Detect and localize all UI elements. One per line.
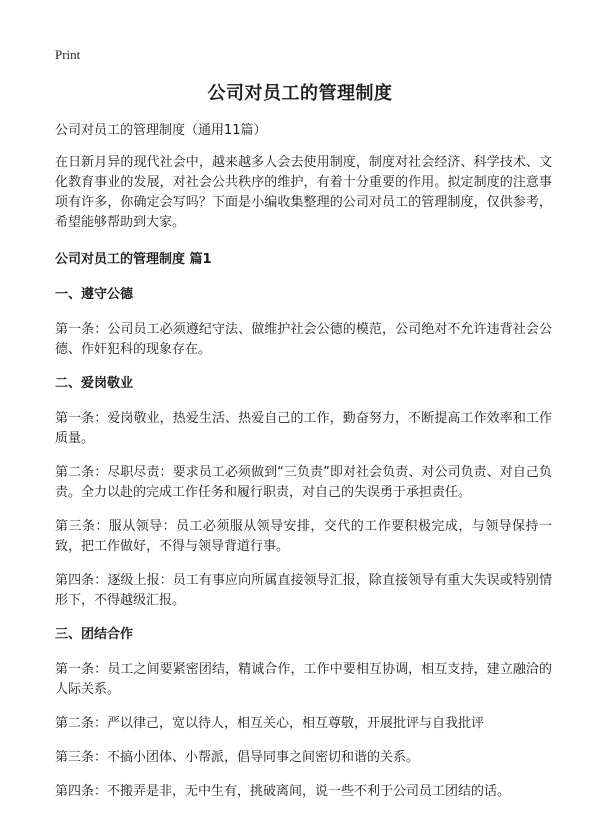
print-link[interactable]: Print [55, 47, 81, 62]
intro-paragraph: 在日新月异的现代社会中，越来越多人会去使用制度，制度对社会经济、科学技术、文化教育事业的发展，对社会公共秩序的维护，有着十分重要的作用。拟定制度的注意事项有许多，你确定会写吗？下面是小编收集整理的公司对员工的管理制度，仅供参考，希望能够帮助到大家。 [55, 155, 552, 230]
page-title: 公司对员工的管理制度 [207, 83, 393, 104]
document-subtitle: 公司对员工的管理制度（通用11篇） [55, 123, 267, 138]
section-heading: 三、团结合作 [55, 627, 134, 642]
clause-paragraph: 第三条：不搞小团体、小帮派，倡导同事之间密切和谐的关系。 [55, 750, 420, 765]
section-heading: 一、遵守公德 [55, 287, 134, 302]
clause-paragraph: 第二条：严以律己，宽以待人，相互关心，相互尊敬，开展批评与自我批评 [55, 716, 485, 731]
clause-paragraph: 第二条：尽职尽责：要求员工必须做到“三负责”即对社会负责、对公司负责、对自己负责。全力以赴的完成工作任务和履行职责，对自己的失误勇于承担责任。 [55, 465, 552, 500]
clause-paragraph: 第四条：不搬弄是非，无中生有，挑破离间，说一些不利于公司员工团结的话。 [55, 784, 511, 799]
clause-paragraph: 第一条：公司员工必须遵纪守法、做维护社会公德的模范，公司绝对不允许违背社会公德、作奸犯科的现象存在。 [55, 322, 552, 357]
article-heading: 公司对员工的管理制度 篇1 [55, 252, 212, 267]
clause-paragraph: 第一条：员工之间要紧密团结，精诚合作，工作中要相互协调，相互支持，建立融洽的人际关系。 [55, 662, 552, 697]
clause-paragraph: 第三条：服从领导：员工必须服从领导安排，交代的工作要积极完成，与领导保持一致，把工作做好，不得与领导背道行事。 [55, 519, 552, 554]
clause-paragraph: 第一条：爱岗敬业，热爱生活、热爱自己的工作，勤奋努力，不断提高工作效率和工作质量。 [55, 411, 552, 446]
section-heading: 二、爱岗敬业 [55, 376, 134, 391]
clause-paragraph: 第四条：逐级上报：员工有事应向所属直接领导汇报，除直接领导有重大失误或特别情形下，不得越级汇报。 [55, 573, 552, 608]
document-body [55, 121, 552, 816]
